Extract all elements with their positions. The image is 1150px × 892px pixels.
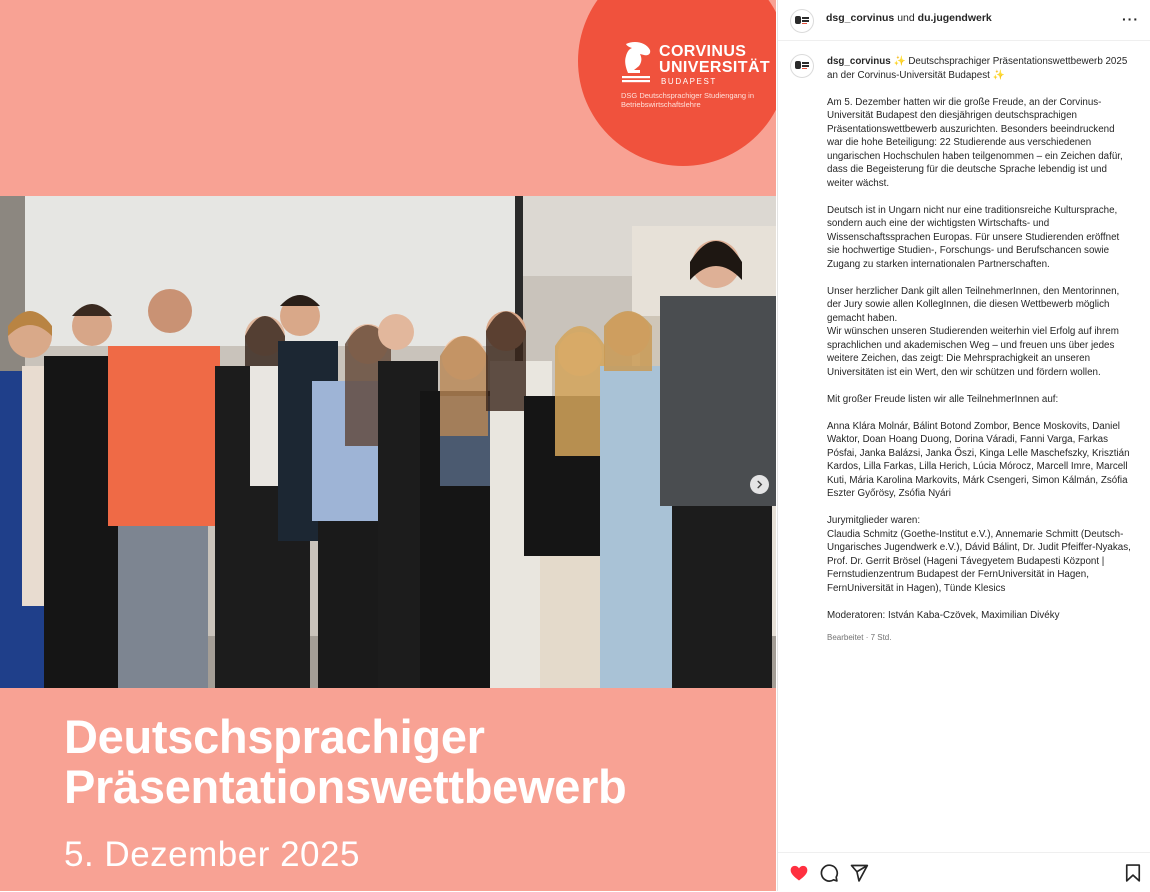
share-icon[interactable]	[849, 863, 869, 883]
avatar[interactable]	[790, 9, 814, 33]
collaborator-link[interactable]: du.jugendwerk	[917, 12, 992, 24]
comment-icon[interactable]	[819, 863, 839, 883]
heart-icon[interactable]	[789, 863, 809, 883]
logo-city: BUDAPEST	[661, 77, 717, 86]
post-header	[778, 0, 1150, 41]
post-headline	[64, 712, 626, 812]
moderators: Moderatoren: István Kaba-Czövek, Maximilian Divéky	[827, 609, 1060, 621]
logo-line2: UNIVERSITÄT	[659, 59, 771, 76]
headline-line1: Deutschsprachiger	[64, 710, 485, 763]
headline-line2: Präsentationswettbewerb	[64, 760, 627, 813]
next-slide-button[interactable]	[750, 475, 769, 494]
event-date: 5. Dezember 2025	[64, 835, 360, 874]
more-options-button[interactable]	[1122, 11, 1139, 27]
caption-paragraph: Deutsch ist in Ungarn nicht nur eine traditionsreiche Kultursprache, sondern auch eine der wichtigsten Wirtschafts- und Wissenschaftssprachen Europas. Für unsere Studierenden eröffnet sie hochwertige Studien-, Forschungs- und Berufschancen sowie Zugang zu starken internationalen Partnerschaften.	[827, 204, 1120, 270]
participant-list: Anna Klára Molnár, Bálint Botond Zombor, Bence Moskovits, Daniel Waktor, Doan Hoang Duong, Dorina Váradi, Fanni Varga, Farkas Pósfai, Janka Balázsi, Janka Őszi, Kinga Lelle Maschefszky, Krisztián Kardos, Lilla Farkas, Lilla Herich, Lúcia Mórocz, Marcell Imre, Marcell Kuti, Mária Karolina Markovits, Márk Csengeri, Simon Kálmán, Zsófia Eszter Győrösy, Zsófia Nyári	[827, 420, 1130, 499]
bookmark-icon[interactable]	[1123, 863, 1143, 883]
account-link[interactable]: dsg_corvinus	[826, 12, 895, 24]
post-authors	[826, 12, 992, 24]
caption-paragraph: Mit großer Freude listen wir alle TeilnehmerInnen auf:	[827, 393, 1059, 405]
caption-paragraph: Unser herzlicher Dank gilt allen TeilnehmerInnen, den Mentorinnen, der Jury sowie allen KollegInnen, die diesen Wettbewerb möglich gemacht haben. Wir wünschen unseren Studierenden weiterhin viel Erfolg auf ihrem sprachlichen und akademischen Weg – und freuen uns über jedes weitere Zeichen, das zeigt: Die Mehrsprachigkeit an unseren Universitäten ist ein Wert, den wir schützen und fördern wollen.	[827, 285, 1120, 378]
logo-line1: CORVINUS	[659, 43, 747, 60]
corvinus-raven-logo-icon	[620, 40, 654, 84]
action-bar	[778, 852, 1150, 892]
program-name: DSG Deutschsprachiger Studiengang in Betriebswirtschaftslehre	[621, 91, 754, 109]
post-caption	[827, 55, 1132, 644]
caption-paragraph: Am 5. Dezember hatten wir die große Freude, an der Corvinus-Universität Budapest den diesjährigen deutschsprachigen Präsentationswettbewerb auszurichten. Besonders beeindruckend war die hohe Beteiligung: 22 Studierende aus verschiedenen ungarischen Hochschulen haben teilgenommen – ein Zeichen dafür, dass die Begeisterung für die deutsche Sprache lebendig ist und weiter wächst.	[827, 96, 1123, 189]
caption-avatar[interactable]	[790, 54, 814, 78]
post-meta: Bearbeitet · 7 Std.	[827, 632, 892, 642]
joiner-text: und	[897, 12, 915, 24]
group-photo	[0, 196, 776, 688]
post-sidebar	[777, 0, 1150, 891]
jury-list: Jurymitglieder waren: Claudia Schmitz (Goethe-Institut e.V.), Annemarie Schmitt (Deutsch-Ungarisches Jugendwerk e.V.), Dávid Bálint, Dr. Judit Pfeiffer-Nyakas, Prof. Dr. Gerrit Brösel (Hageni Távegyetem Budapesti Központ | Fernstudienzentrum Budapest der FernUniversität in Hagen, FernUniversität in Hagen), Tünde Klesics	[827, 515, 1131, 594]
caption-username[interactable]: dsg_corvinus	[827, 56, 891, 67]
caption-title	[827, 55, 1132, 82]
university-wordmark	[659, 44, 770, 88]
more-horizontal-icon: ···	[1122, 11, 1139, 27]
chevron-right-icon	[755, 480, 764, 489]
caption-title-text: ✨ Deutschsprachiger Präsentationswettbewerb 2025 an der Corvinus-Universität Budapest ✨	[827, 56, 1128, 81]
